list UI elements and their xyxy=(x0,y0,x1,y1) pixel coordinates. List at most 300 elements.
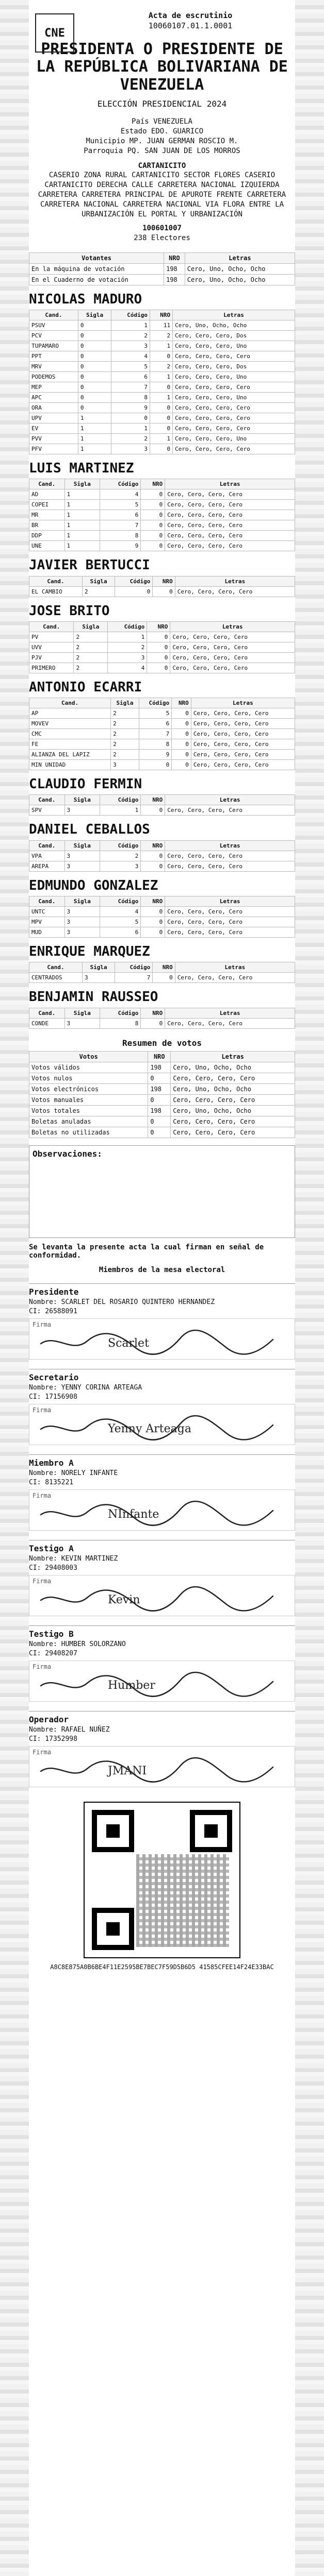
votantes-table xyxy=(29,252,295,285)
vote-number: 0 xyxy=(141,489,165,500)
votantes-col-votantes: Votantes xyxy=(29,252,164,263)
summary-cell: Votos electrónicos xyxy=(29,1083,148,1094)
party-code: 8 xyxy=(100,531,141,541)
candidate-table xyxy=(29,698,295,770)
candidate-col-header: Código xyxy=(100,479,141,489)
party-code: 4 xyxy=(111,351,150,361)
candidate-col-header: Cand. xyxy=(29,795,65,805)
summary-cell: Boletas no utilizadas xyxy=(29,1127,148,1138)
member-role: Testigo A xyxy=(29,1543,74,1553)
party-sigla: 3 xyxy=(64,907,100,917)
vote-letters: Cero, Cero, Cero, Uno xyxy=(173,392,295,402)
candidate-col-header: Cand. xyxy=(29,1008,65,1018)
vote-number: 0 xyxy=(172,708,191,719)
candidate-row xyxy=(29,402,295,413)
member-role: Testigo B xyxy=(29,1629,74,1639)
candidate-row xyxy=(29,520,295,531)
vote-letters: Cero, Cero, Cero, Cero xyxy=(173,444,295,454)
candidate-row xyxy=(29,642,295,652)
party-code: 1 xyxy=(111,423,150,433)
summary-cell: 198 xyxy=(148,1105,171,1116)
candidate-table xyxy=(29,962,295,983)
candidate-col-header: NRO xyxy=(172,698,191,708)
candidate-row xyxy=(29,805,295,816)
vote-number: 0 xyxy=(150,444,172,454)
party-sigla: 3 xyxy=(64,805,100,816)
member-block xyxy=(29,1711,295,1787)
vote-number: 0 xyxy=(147,642,170,652)
cne-logo: CNE xyxy=(35,13,74,53)
candidate-col-header: Sigla xyxy=(64,795,100,805)
party-code: 2 xyxy=(108,642,147,652)
party-sigla: 2 xyxy=(111,708,139,719)
party-code: 0 xyxy=(111,413,150,423)
table-id: 100601007 xyxy=(142,224,182,232)
member-ci: CI: 26588091 xyxy=(29,1307,77,1315)
vote-letters: Cero, Cero, Cero, Cero xyxy=(170,663,295,673)
party-name: MR xyxy=(29,510,65,520)
summary-row xyxy=(29,1105,295,1116)
signature-text: Kevin xyxy=(108,1593,140,1606)
party-code: 7 xyxy=(139,729,171,739)
vote-letters: Cero, Cero, Cero, Cero xyxy=(165,520,295,531)
party-sigla: 3 xyxy=(82,973,115,983)
candidate-table-header xyxy=(29,479,295,489)
party-name: PODEMOS xyxy=(29,371,78,382)
party-code: 9 xyxy=(100,541,141,551)
vote-number: 1 xyxy=(150,392,172,402)
party-name: FE xyxy=(29,739,111,750)
candidate-row xyxy=(29,729,295,739)
party-sigla: 1 xyxy=(64,531,100,541)
candidate-row xyxy=(29,917,295,927)
state: Estado EDO. GUARICO xyxy=(120,127,204,135)
votantes-row xyxy=(29,274,295,285)
candidate-col-header: Código xyxy=(100,795,141,805)
candidate-col-header: Sigla xyxy=(64,840,100,851)
candidate-col-header: Sigla xyxy=(78,310,111,320)
observations-title: Observaciones: xyxy=(33,1148,102,1159)
observations-box xyxy=(29,1145,295,1238)
party-sigla: 1 xyxy=(78,413,111,423)
location-block xyxy=(29,117,295,243)
summary-cell: 0 xyxy=(148,1127,171,1138)
candidate-table xyxy=(29,840,295,872)
vote-number: 0 xyxy=(153,586,175,597)
signature-text: Humber xyxy=(108,1679,155,1692)
candidate-table-header xyxy=(29,1008,295,1018)
signature-stroke xyxy=(41,1758,273,1782)
vote-number: 0 xyxy=(150,413,172,423)
candidate-col-header: Letras xyxy=(191,698,295,708)
vote-letters: Cero, Cero, Cero, Cero xyxy=(165,861,295,871)
candidate-col-header: Cand. xyxy=(29,840,65,851)
candidate-col-header: Letras xyxy=(175,576,295,586)
vote-letters: Cero, Cero, Cero, Cero xyxy=(165,907,295,917)
party-sigla: 1 xyxy=(64,520,100,531)
member-role: Operador xyxy=(29,1714,69,1724)
summary-cell: Cero, Cero, Cero, Cero xyxy=(171,1094,295,1105)
vote-number: 0 xyxy=(141,927,165,938)
candidate-table xyxy=(29,310,295,454)
summary-cell: Votos manuales xyxy=(29,1094,148,1105)
signature-box xyxy=(29,1746,295,1787)
summary-cell: Votos válidos xyxy=(29,1062,148,1073)
party-code: 4 xyxy=(100,489,141,500)
party-name: PFV xyxy=(29,444,78,454)
candidate-block xyxy=(29,990,295,1028)
party-name: MEP xyxy=(29,382,78,392)
vote-number: 0 xyxy=(141,510,165,520)
party-code: 5 xyxy=(100,500,141,510)
vote-number: 0 xyxy=(141,1018,165,1028)
candidate-col-header: Letras xyxy=(165,840,295,851)
candidate-name: BENJAMIN RAUSSEO xyxy=(29,989,158,1005)
summary-cell: 0 xyxy=(148,1116,171,1127)
member-ci: CI: 8135221 xyxy=(29,1478,74,1486)
qr-finder-bottom-left xyxy=(92,1908,134,1950)
signature-stroke xyxy=(41,1587,273,1611)
vote-number: 0 xyxy=(141,500,165,510)
party-name: PV xyxy=(29,632,74,642)
vote-letters: Cero, Cero, Cero, Cero xyxy=(170,642,295,652)
party-name: AP xyxy=(29,708,111,719)
vote-number: 0 xyxy=(172,719,191,729)
signature-text: NInfante xyxy=(108,1507,159,1521)
candidate-col-header: Cand. xyxy=(29,896,65,907)
signature-graphic xyxy=(36,1414,283,1443)
candidate-col-header: NRO xyxy=(153,576,175,586)
vote-number: 0 xyxy=(141,861,165,871)
candidate-col-header: Sigla xyxy=(64,1008,100,1018)
vote-number: 0 xyxy=(141,805,165,816)
candidate-col-header: Código xyxy=(108,621,147,632)
candidate-table xyxy=(29,621,295,673)
summary-row xyxy=(29,1094,295,1105)
party-code: 7 xyxy=(115,973,153,983)
member-ci: CI: 17156908 xyxy=(29,1393,77,1401)
candidate-col-header: Código xyxy=(111,310,150,320)
vote-number: 0 xyxy=(172,729,191,739)
vote-number: 0 xyxy=(172,739,191,750)
party-name: VPA xyxy=(29,851,65,861)
signature-label: Firma xyxy=(33,1406,52,1414)
party-sigla: 2 xyxy=(111,729,139,739)
votantes-cell: En la máquina de votación xyxy=(29,263,164,274)
party-name: PJV xyxy=(29,652,74,663)
vote-number: 0 xyxy=(141,907,165,917)
summary-cell: Cero, Uno, Ocho, Ocho xyxy=(171,1105,295,1116)
party-sigla: 0 xyxy=(78,382,111,392)
party-name: BR xyxy=(29,520,65,531)
party-name: MPV xyxy=(29,917,65,927)
party-sigla: 0 xyxy=(78,351,111,361)
party-code: 6 xyxy=(111,371,150,382)
member-name: Nombre: HUMBER SOLORZANO xyxy=(29,1640,126,1648)
vote-letters: Cero, Cero, Cero, Cero xyxy=(175,586,295,597)
party-code: 7 xyxy=(111,382,150,392)
votantes-row xyxy=(29,263,295,274)
candidate-block xyxy=(29,293,295,454)
party-code: 0 xyxy=(115,586,153,597)
party-sigla: 0 xyxy=(78,371,111,382)
candidate-row xyxy=(29,489,295,500)
signature-label: Firma xyxy=(33,1492,52,1499)
signature-text: Yenny Arteaga xyxy=(108,1422,191,1435)
summary-cell: 0 xyxy=(148,1073,171,1083)
candidate-table-header xyxy=(29,962,295,973)
qr-finder-top-right xyxy=(190,1810,232,1852)
candidate-row xyxy=(29,361,295,371)
vote-number: 0 xyxy=(147,663,170,673)
candidate-block xyxy=(29,777,295,816)
vote-number: 0 xyxy=(150,402,172,413)
party-code: 1 xyxy=(108,632,147,642)
candidate-col-header: Cand. xyxy=(29,310,78,320)
member-ci: CI: 29408003 xyxy=(29,1564,77,1572)
candidate-col-header: Cand. xyxy=(29,576,83,586)
candidate-row xyxy=(29,586,295,597)
vote-number: 0 xyxy=(141,541,165,551)
member-name: Nombre: NORELY INFANTE xyxy=(29,1469,118,1477)
party-name: PRIMERO xyxy=(29,663,74,673)
candidates-section xyxy=(29,293,295,1029)
summary-cell: 198 xyxy=(148,1083,171,1094)
act-number: 10060107.01.1.0001 xyxy=(148,21,233,31)
member-block xyxy=(29,1454,295,1531)
member-name: Nombre: RAFAEL NUÑEZ xyxy=(29,1725,110,1734)
summary-section xyxy=(29,1038,295,1138)
member-ci: CI: 29408207 xyxy=(29,1649,77,1657)
votantes-cell: 198 xyxy=(164,274,185,285)
candidate-row xyxy=(29,371,295,382)
votantes-cell: 198 xyxy=(164,263,185,274)
candidate-row xyxy=(29,392,295,402)
candidate-col-header: Cand. xyxy=(29,621,74,632)
vote-letters: Cero, Cero, Cero, Cero xyxy=(191,750,295,760)
act-meta xyxy=(86,10,295,31)
signature-graphic xyxy=(36,1328,283,1357)
signature-box xyxy=(29,1404,295,1445)
vote-number: 2 xyxy=(150,361,172,371)
summary-cell: Cero, Cero, Cero, Cero xyxy=(171,1116,295,1127)
summary-row xyxy=(29,1127,295,1138)
vote-number: 1 xyxy=(150,341,172,351)
party-sigla: 1 xyxy=(64,510,100,520)
party-sigla: 2 xyxy=(111,719,139,729)
signature-label: Firma xyxy=(33,1320,52,1328)
candidate-col-header: Código xyxy=(100,1008,141,1018)
summary-row xyxy=(29,1116,295,1127)
party-sigla: 1 xyxy=(64,500,100,510)
vote-letters: Cero, Cero, Cero, Uno xyxy=(173,371,295,382)
main-title: PRESIDENTA O PRESIDENTE DE LA REPÚBLICA BOLIVARIANA DE VENEZUELA xyxy=(36,40,288,94)
candidate-row xyxy=(29,973,295,983)
candidate-table xyxy=(29,576,295,597)
vote-letters: Cero, Cero, Cero, Cero xyxy=(191,760,295,770)
summary-cell: Boletas anuladas xyxy=(29,1116,148,1127)
party-sigla: 0 xyxy=(78,320,111,330)
member-block xyxy=(29,1283,295,1360)
party-code: 8 xyxy=(139,739,171,750)
candidate-col-header: Sigla xyxy=(74,621,108,632)
party-name: MRV xyxy=(29,361,78,371)
header xyxy=(29,10,295,243)
party-name: PCV xyxy=(29,330,78,341)
candidate-col-header: Código xyxy=(115,962,153,973)
candidate-name: EDMUNDO GONZALEZ xyxy=(29,877,158,893)
party-name: ALIANZA DEL LAPIZ xyxy=(29,750,111,760)
summary-cell: Cero, Cero, Cero, Cero xyxy=(171,1127,295,1138)
party-name: APC xyxy=(29,392,78,402)
candidate-block xyxy=(29,945,295,983)
vote-number: 0 xyxy=(150,423,172,433)
vote-letters: Cero, Cero, Cero, Cero xyxy=(165,805,295,816)
party-name: ORA xyxy=(29,402,78,413)
party-code: 7 xyxy=(100,520,141,531)
candidate-col-header: Letras xyxy=(165,896,295,907)
vote-letters: Cero, Cero, Cero, Uno xyxy=(173,433,295,444)
party-name: AREPA xyxy=(29,861,65,871)
candidate-row xyxy=(29,433,295,444)
vote-letters: Cero, Cero, Cero, Cero xyxy=(191,708,295,719)
candidate-col-header: NRO xyxy=(141,896,165,907)
vote-letters: Cero, Cero, Cero, Cero xyxy=(173,413,295,423)
signature-stroke xyxy=(41,1330,273,1354)
candidate-name: LUIS MARTINEZ xyxy=(29,460,134,476)
candidate-col-header: Sigla xyxy=(64,479,100,489)
vote-number: 0 xyxy=(172,750,191,760)
candidate-block xyxy=(29,681,295,770)
party-sigla: 0 xyxy=(78,392,111,402)
votantes-cell: Cero, Uno, Ocho, Ocho xyxy=(185,263,295,274)
party-code: 6 xyxy=(100,927,141,938)
members-list xyxy=(29,1283,295,1787)
summary-col-nro: NRO xyxy=(148,1051,171,1062)
party-code: 5 xyxy=(100,917,141,927)
summary-col-votos: Votos xyxy=(29,1051,148,1062)
candidate-table-header xyxy=(29,310,295,320)
candidate-row xyxy=(29,341,295,351)
party-sigla: 3 xyxy=(64,917,100,927)
party-code: 9 xyxy=(139,750,171,760)
candidate-col-header: NRO xyxy=(153,962,175,973)
party-code: 3 xyxy=(111,341,150,351)
vote-letters: Cero, Cero, Cero, Cero xyxy=(191,739,295,750)
vote-number: 1 xyxy=(150,433,172,444)
right-decorative-strip xyxy=(295,0,324,2576)
party-name: UNE xyxy=(29,541,65,551)
summary-cell: 198 xyxy=(148,1062,171,1073)
candidate-col-header: Sigla xyxy=(82,576,115,586)
party-sigla: 3 xyxy=(64,927,100,938)
candidate-name: DANIEL CEBALLOS xyxy=(29,822,150,838)
candidate-block xyxy=(29,558,295,597)
votantes-col-nro: NRO xyxy=(164,252,185,263)
candidate-row xyxy=(29,541,295,551)
member-block xyxy=(29,1369,295,1445)
candidate-row xyxy=(29,531,295,541)
party-sigla: 3 xyxy=(111,760,139,770)
party-name: CONDE xyxy=(29,1018,65,1028)
summary-table xyxy=(29,1051,295,1138)
votantes-body xyxy=(29,263,295,285)
vote-letters: Cero, Cero, Cero, Uno xyxy=(173,341,295,351)
voter-count: 238 Electores xyxy=(134,233,190,242)
party-name: TUPAMARO xyxy=(29,341,78,351)
candidate-table xyxy=(29,479,295,551)
party-code: 6 xyxy=(100,510,141,520)
party-sigla: 3 xyxy=(64,861,100,871)
party-code: 3 xyxy=(111,444,150,454)
vote-letters: Cero, Cero, Cero, Cero xyxy=(173,351,295,361)
member-role: Miembro A xyxy=(29,1458,74,1468)
candidate-table xyxy=(29,794,295,816)
vote-number: 0 xyxy=(150,382,172,392)
vote-letters: Cero, Cero, Cero, Cero xyxy=(165,500,295,510)
member-block xyxy=(29,1625,295,1702)
party-sigla: 3 xyxy=(64,1018,100,1028)
candidate-col-header: Código xyxy=(100,896,141,907)
candidate-row xyxy=(29,382,295,392)
vote-number: 11 xyxy=(150,320,172,330)
vote-letters: Cero, Cero, Cero, Cero xyxy=(165,541,295,551)
party-sigla: 1 xyxy=(64,489,100,500)
party-name: UPV xyxy=(29,413,78,423)
candidate-row xyxy=(29,1018,295,1028)
candidate-table-header xyxy=(29,621,295,632)
summary-row xyxy=(29,1083,295,1094)
vote-letters: Cero, Cero, Cero, Cero xyxy=(165,927,295,938)
candidate-col-header: Sigla xyxy=(64,896,100,907)
candidate-row xyxy=(29,652,295,663)
election-name: ELECCIÓN PRESIDENCIAL 2024 xyxy=(97,99,227,109)
candidate-col-header: Cand. xyxy=(29,479,65,489)
vote-letters: Cero, Cero, Cero, Cero xyxy=(165,531,295,541)
vote-letters: Cero, Cero, Cero, Cero xyxy=(165,510,295,520)
party-name: PVV xyxy=(29,433,78,444)
candidate-name: JAVIER BERTUCCI xyxy=(29,557,150,573)
party-sigla: 2 xyxy=(74,632,108,642)
candidate-col-header: Sigla xyxy=(111,698,139,708)
candidate-table xyxy=(29,896,295,938)
member-name: Nombre: YENNY CORINA ARTEAGA xyxy=(29,1383,142,1392)
summary-cell: 0 xyxy=(148,1094,171,1105)
party-sigla: 2 xyxy=(82,586,115,597)
vote-letters: Cero, Cero, Cero, Cero xyxy=(173,423,295,433)
vote-letters: Cero, Cero, Cero, Dos xyxy=(173,330,295,341)
party-sigla: 2 xyxy=(111,739,139,750)
candidate-col-header: NRO xyxy=(141,1008,165,1018)
candidate-row xyxy=(29,760,295,770)
party-name: UVV xyxy=(29,642,74,652)
candidate-col-header: NRO xyxy=(150,310,172,320)
vote-letters: Cero, Cero, Cero, Cero xyxy=(170,652,295,663)
candidate-block xyxy=(29,879,295,938)
vote-letters: Cero, Cero, Cero, Cero xyxy=(165,489,295,500)
signature-graphic xyxy=(36,1670,283,1699)
summary-cell: Cero, Cero, Cero, Cero xyxy=(171,1073,295,1083)
qr-wrap xyxy=(29,1802,295,1958)
signature-graphic xyxy=(36,1499,283,1528)
vote-letters: Cero, Uno, Ocho, Ocho xyxy=(173,320,295,330)
party-name: EV xyxy=(29,423,78,433)
vote-number: 0 xyxy=(150,351,172,361)
party-sigla: 1 xyxy=(78,433,111,444)
candidate-table-header xyxy=(29,896,295,907)
party-name: PPT xyxy=(29,351,78,361)
member-block xyxy=(29,1540,295,1616)
